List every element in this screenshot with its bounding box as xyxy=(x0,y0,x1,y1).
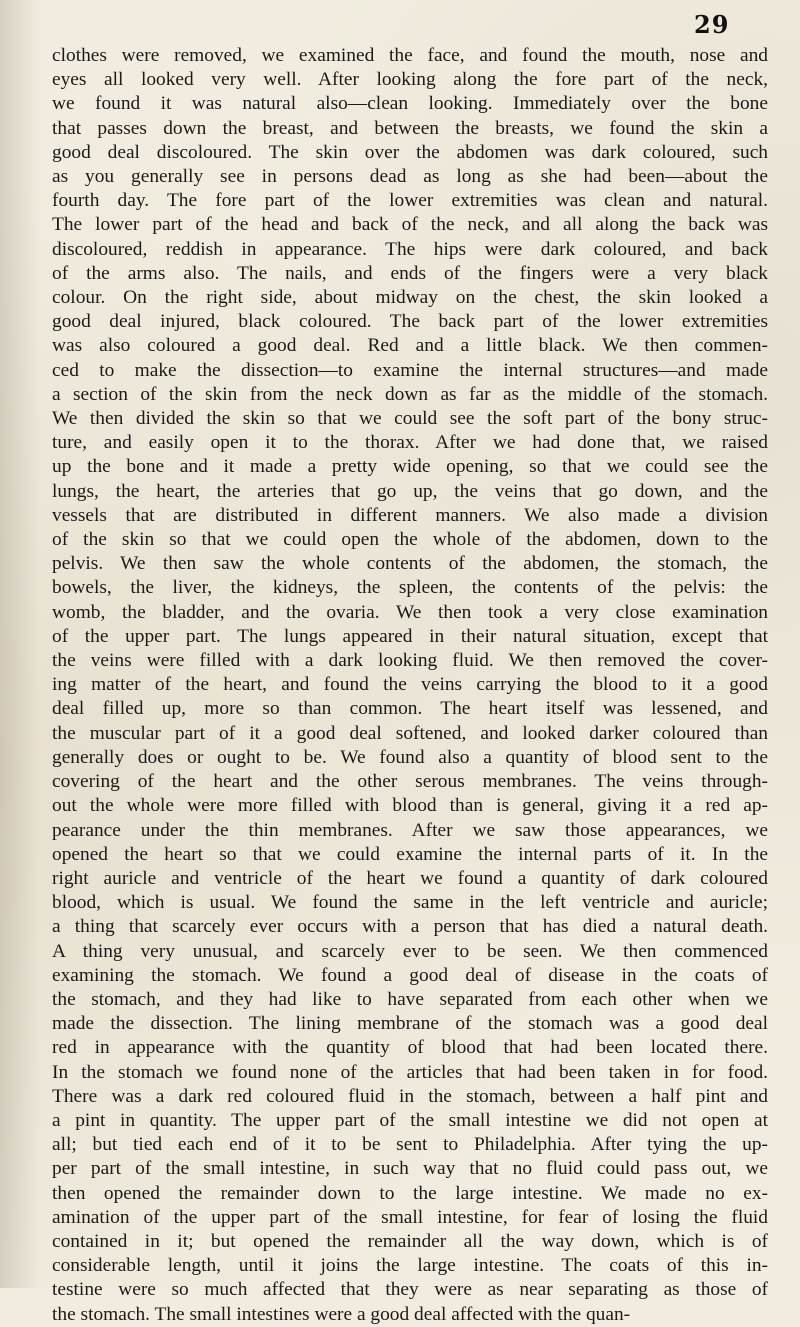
text-line: The lower part of the head and back of the neck, and all along the back was xyxy=(52,214,768,236)
body-text xyxy=(52,44,768,1327)
text-line: made the dissection. The lining membrane of the stomach was a good deal xyxy=(52,1013,768,1035)
text-line: good deal discoloured. The skin over the abdomen was dark coloured, such xyxy=(52,141,768,163)
text-line: of the upper part. The lungs appeared in their natural situation, except that xyxy=(52,625,768,647)
text-line: There was a dark red coloured fluid in the stomach, between a half pint and xyxy=(52,1085,768,1107)
text-line: good deal injured, black coloured. The back part of the lower extremities xyxy=(52,311,768,333)
text-line: colour. On the right side, about midway on the chest, the skin looked a xyxy=(52,287,768,309)
text-line: we found it was natural also—clean looking. Immediately over the bone xyxy=(52,93,768,115)
binding-shadow xyxy=(0,0,40,1288)
text-line: vessels that are distributed in different manners. We also made a division xyxy=(52,504,768,526)
text-line: that passes down the breast, and between the breasts, we found the skin a xyxy=(52,117,768,139)
text-line: discoloured, reddish in appearance. The hips were dark coloured, and back xyxy=(52,238,768,260)
text-line: the veins were filled with a dark looking fluid. We then removed the cover- xyxy=(52,650,768,672)
page-number: 29 xyxy=(694,10,730,39)
text-line: ced to make the dissection—to examine the internal structures—and made xyxy=(52,359,768,381)
text-line: per part of the small intestine, in such way that no fluid could pass out, we xyxy=(52,1158,768,1180)
text-line: bowels, the liver, the kidneys, the spleen, the contents of the pelvis: the xyxy=(52,577,768,599)
text-line: generally does or ought to be. We found also a quantity of blood sent to the xyxy=(52,746,768,768)
text-line: a section of the skin from the neck down as far as the middle of the stomach. xyxy=(52,383,768,405)
text-line: the stomach. The small intestines were a good deal affected with the quan- xyxy=(52,1303,631,1325)
text-line: of the arms also. The nails, and ends of the fingers were a very black xyxy=(52,262,768,284)
text-line: lungs, the heart, the arteries that go up, the veins that go down, and the xyxy=(52,480,768,502)
text-line: then opened the remainder down to the large intestine. We made no ex- xyxy=(52,1182,768,1204)
text-line: was also coloured a good deal. Red and a little black. We then commen- xyxy=(52,335,768,357)
text-line: clothes were removed, we examined the face, and found the mouth, nose and xyxy=(52,45,768,66)
text-line: testine were so much affected that they were as near separating as those of xyxy=(52,1279,768,1301)
text-line: pearance under the thin membranes. After we saw those appearances, we xyxy=(52,819,768,841)
text-line: covering of the heart and the other serous membranes. The veins through- xyxy=(52,771,768,793)
text-line: of the skin so that we could open the whole of the abdomen, down to the xyxy=(52,529,768,551)
text-line: In the stomach we found none of the articles that had been taken in for food. xyxy=(52,1061,768,1083)
text-line: womb, the bladder, and the ovaria. We then took a very close examination xyxy=(52,601,768,623)
text-line: ing matter of the heart, and found the veins carrying the blood to it a good xyxy=(52,674,768,696)
text-line: a thing that scarcely ever occurs with a person that has died a natural death. xyxy=(52,916,768,938)
text-line: all; but tied each end of it to be sent to Philadelphia. After tying the up- xyxy=(52,1134,768,1156)
text-line: red in appearance with the quantity of blood that had been located there. xyxy=(52,1037,768,1059)
text-line: out the whole were more filled with blood than is general, giving it a red ap- xyxy=(52,795,768,817)
text-line: considerable length, until it joins the large intestine. The coats of this in- xyxy=(52,1255,768,1277)
text-line: ture, and easily open it to the thorax. After we had done that, we raised xyxy=(52,432,768,454)
text-line: We then divided the skin so that we could see the soft part of the bony struc- xyxy=(52,408,768,430)
text-line: fourth day. The fore part of the lower extremities was clean and natural. xyxy=(52,190,768,212)
text-line: A thing very unusual, and scarcely ever to be seen. We then commenced xyxy=(52,940,768,962)
text-line: right auricle and ventricle of the heart we found a quantity of dark coloured xyxy=(52,867,768,889)
text-line: the stomach, and they had like to have separated from each other when we xyxy=(52,988,768,1010)
text-line: the muscular part of it a good deal softened, and looked darker coloured than xyxy=(52,722,768,744)
text-line: contained in it; but opened the remainder all the way down, which is of xyxy=(52,1230,768,1252)
text-line: deal filled up, more so than common. The heart itself was lessened, and xyxy=(52,698,768,720)
text-line: a pint in quantity. The upper part of the small intestine we did not open at xyxy=(52,1109,768,1131)
text-line: as you generally see in persons dead as long as she had been—about the xyxy=(52,166,768,188)
text-line: opened the heart so that we could examine the internal parts of it. In the xyxy=(52,843,768,865)
text-line: pelvis. We then saw the whole contents of the abdomen, the stomach, the xyxy=(52,553,768,575)
text-line: up the bone and it made a pretty wide opening, so that we could see the xyxy=(52,456,768,478)
text-line: examining the stomach. We found a good deal of disease in the coats of xyxy=(52,964,768,986)
text-line: blood, which is usual. We found the same in the left ventricle and auricle; xyxy=(52,892,768,914)
text-line: amination of the upper part of the small intestine, for fear of losing the fluid xyxy=(52,1206,768,1228)
text-line: eyes all looked very well. After looking along the fore part of the neck, xyxy=(52,69,768,91)
